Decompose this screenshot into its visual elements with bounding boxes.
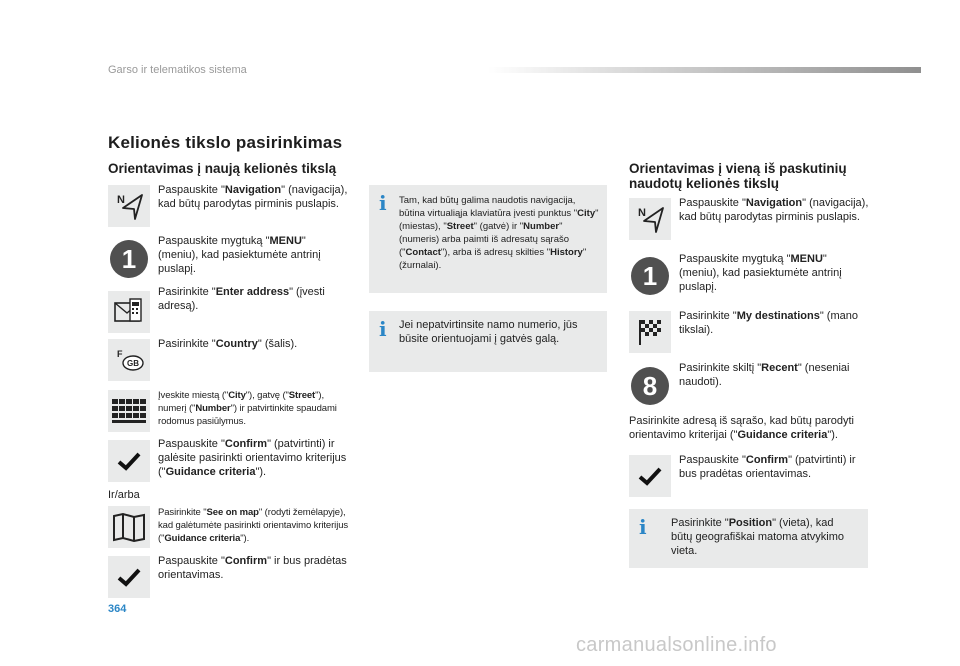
left-step-1-text: Paspauskite "Navigation" (navigacija), kad būtų parodytas pirminis puslapis.: [158, 184, 348, 210]
right-step-4-text: Pasirinkite skiltį "Recent" (neseniai naudoti).: [679, 362, 850, 388]
info-icon: i: [639, 515, 647, 539]
info-note-text: Pasirinkite "Position" (vieta), kad būtų geografiškai matoma atvykimo vieta.: [671, 517, 845, 557]
destination-flag-icon: [629, 311, 671, 353]
map-icon: [108, 506, 150, 548]
left-step-6-text: Paspauskite "Confirm" (patvirtinti) ir galėsite pasirinkti orientavimo kriterijus ("Guidance criteria").: [158, 438, 347, 478]
right-step-6-text: Paspauskite "Confirm" (patvirtinti) ir bus pradėtas orientavimas.: [679, 454, 856, 480]
confirm-check-icon: [108, 440, 150, 482]
keyboard-icon: [108, 390, 150, 432]
watermark-text: carmanualsonline.info: [576, 634, 777, 656]
step-1-badge: 1: [631, 257, 669, 295]
left-step-7-text: Pasirinkite "See on map" (rodyti žemėlapyje), kad galėtumėte pasirinkti orientavimo kriterijus ("Guidance criteria").: [158, 507, 349, 544]
info-icon: i: [379, 191, 387, 215]
svg-text:N: N: [638, 207, 646, 219]
left-step-5-text: Įveskite miestą ("City"), gatvę ("Street"), numerį ("Number") ir patvirtinkite spaudami rodomus pasiūlymus.: [158, 390, 337, 427]
country-icon: [108, 339, 150, 381]
navigation-icon: [629, 198, 671, 240]
running-header: Garso ir telematikos sistema: [108, 64, 247, 76]
info-note-navigation: [369, 185, 607, 293]
right-step-3-text: Pasirinkite "My destinations" (mano tikslai).: [679, 310, 858, 336]
right-step-1-text: Paspauskite "Navigation" (navigacija), kad būtų parodytas pirminis puslapis.: [679, 197, 869, 223]
left-step-8-text: Paspauskite "Confirm" ir bus pradėtas orientavimas.: [158, 555, 347, 581]
info-note-text: Tam, kad būtų galima naudotis navigacija, būtina virtualiąja klaviatūra įvesti punktus "City" (miestas), "Street" (gatvė) ir "Number" (numeris) arba paimti iš adresatų sąrašo ("Contact"), arba iš adresų skilties "History" (žurnalai).: [399, 195, 599, 271]
left-step-3-text: Pasirinkite "Enter address" (įvesti adresą).: [158, 286, 325, 312]
step-8-badge: 8: [631, 367, 669, 405]
info-note-text: Jei nepatvirtinsite namo numerio, jūs būsite orientuojami į gatvės galą.: [399, 319, 578, 345]
info-note-position: [629, 509, 868, 568]
right-step-5-text: Pasirinkite adresą iš sąrašo, kad būtų parodyti orientavimo kriterijai ("Guidance criteria").: [629, 415, 855, 441]
info-note-house-number: [369, 311, 607, 372]
confirm-check-icon: [629, 455, 671, 497]
left-step-2-text: Paspauskite mygtuką "MENU" (meniu), kad pasiektumėte antrinį puslapį.: [158, 235, 321, 275]
left-section-heading: Orientavimas į naują kelionės tikslą: [108, 161, 337, 176]
svg-text:F: F: [117, 349, 123, 359]
svg-text:N: N: [117, 194, 125, 206]
right-step-2-text: Paspauskite mygtuką "MENU" (meniu), kad pasiektumėte antrinį puslapį.: [679, 253, 842, 293]
page-number: 364: [108, 603, 127, 615]
page-title: Kelionės tikslo pasirinkimas: [108, 133, 343, 152]
confirm-check-icon: [108, 556, 150, 598]
header-rule: [488, 67, 921, 73]
country-code-label: GB: [127, 359, 139, 368]
right-section-heading: Orientavimas į vieną iš paskutinių naudotų kelionės tikslų: [629, 161, 847, 191]
navigation-icon: [108, 185, 150, 227]
left-step-4-text: Pasirinkite "Country" (šalis).: [158, 338, 298, 350]
enter-address-icon: [108, 291, 150, 333]
or-label: Ir/arba: [108, 489, 140, 501]
step-1-badge: 1: [110, 240, 148, 278]
info-icon: i: [379, 317, 387, 341]
